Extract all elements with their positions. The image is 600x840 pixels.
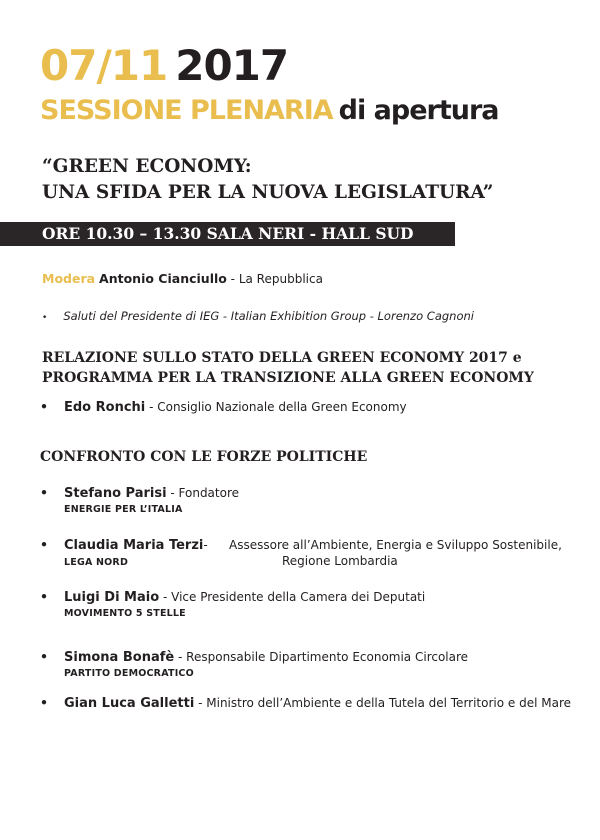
event-date-year: 2017 [175,41,289,90]
session-theme-line-2: UNA SFIDA PER LA NUOVA LEGISLATURA” [42,182,494,203]
speaker-party: MOVIMENTO 5 STELLE [64,608,186,619]
speaker-role: Vice Presidente della Camera dei Deputati [171,590,426,604]
speaker-role: Consiglio Nazionale della Green Economy [157,400,407,414]
speaker-name: Claudia Maria Terzi [64,538,204,553]
speaker-item-terzi [40,536,208,555]
report-heading-line-2: PROGRAMMA PER LA TRANSIZIONE ALLA GREEN ECONOMY [42,370,534,386]
bullet: • [40,537,48,552]
speaker-separator: - [194,696,207,710]
speaker-separator: - [159,590,172,604]
event-date [40,40,288,92]
speaker-item-galletti [40,694,571,713]
speaker-role: Fondatore [178,486,240,500]
event-date-day: 07/11 [40,41,168,90]
time-location-text: ORE 10.30 – 13.30 SALA NERI - HALL SUD [42,224,414,243]
speaker-party: ENERGIE PER L’ITALIA [64,504,183,515]
speaker-item-di-maio [40,588,425,607]
session-theme [42,154,493,206]
speaker-name: Gian Luca Galletti [64,696,195,711]
bullet: • [40,695,48,710]
speaker-name: Luigi Di Maio [64,590,160,605]
speaker-name: Stefano Parisi [64,486,167,501]
speaker-party: LEGA NORD [64,557,129,568]
speaker-name: Simona Bonafè [64,650,175,665]
speaker-item-parisi [40,484,239,503]
moderator-separator: - [226,272,239,286]
speaker-separator: - [145,400,158,414]
bullet: • [40,649,48,664]
speaker-separator: - [166,486,179,500]
bullet: • [40,485,48,500]
speaker-separator: - [174,650,187,664]
bullet: • [40,589,48,604]
session-title-rest: di apertura [338,95,499,126]
speaker-role: Ministro dell’Ambiente e della Tutela del Territorio e del Mare [206,696,572,710]
session-title-highlight: SESSIONE PLENARIA [40,95,333,126]
speaker-party: PARTITO DEMOCRATICO [64,668,194,679]
report-speaker [40,398,407,417]
speaker-role: Responsabile Dipartimento Economia Circolare [186,650,469,664]
speaker-name: Edo Ronchi [64,400,146,415]
session-title [40,94,499,128]
speaker-role-line-2: Regione Lombardia [282,554,398,568]
moderator-name: Antonio Cianciullo [99,271,227,286]
moderator-affiliation: La Repubblica [238,272,323,286]
greeting-bullet: • [42,313,48,323]
greeting-item [42,308,474,326]
report-heading [42,348,534,388]
moderator-label: Modera [42,271,96,286]
report-heading-line-1: RELAZIONE SULLO STATO DELLA GREEN ECONOMY 2017 e [42,350,522,366]
debate-heading: CONFRONTO CON LE FORZE POLITICHE [40,449,368,465]
greeting-text: Saluti del Presidente di IEG - Italian Exhibition Group - Lorenzo Cagnoni [63,309,474,323]
bullet: • [40,399,48,414]
time-location-banner [0,222,455,246]
speaker-role: Assessore all’Ambiente, Energia e Sviluppo Sostenibile, [229,538,562,552]
moderator-line [42,270,323,288]
speaker-separator: - [203,538,208,552]
session-theme-line-1: “GREEN ECONOMY: [42,156,252,177]
speaker-item-bonafe [40,648,468,667]
